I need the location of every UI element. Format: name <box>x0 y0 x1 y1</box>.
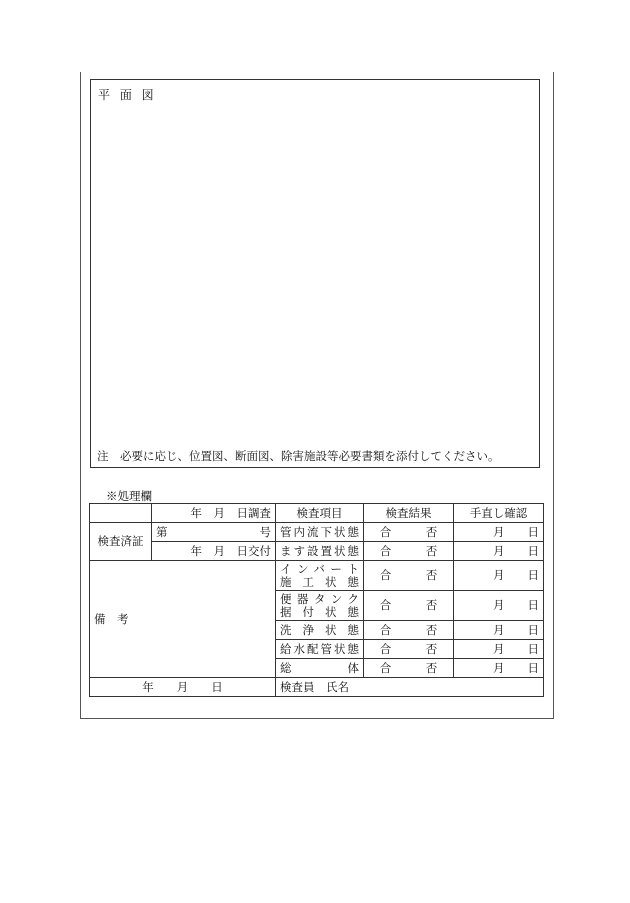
inspector-name-cell[interactable]: 検査員 氏名 <box>276 678 544 697</box>
issue-date-cell[interactable]: 年 月 日交付 <box>152 542 276 561</box>
result-cell[interactable]: 合 否 <box>364 591 454 621</box>
result-cell[interactable]: 合 否 <box>364 561 454 591</box>
result-cell[interactable]: 合 否 <box>364 523 454 542</box>
fix-date-cell[interactable]: 月 日 <box>454 542 544 561</box>
header-fix: 手直し確認 <box>454 504 544 523</box>
item-label: 給水配管状態 <box>276 640 364 659</box>
plan-note: 注 必要に応じ、位置図、断面図、除害施設等必要書類を添付してください。 <box>97 449 500 463</box>
item-label: インバート 施工状態 <box>276 561 364 591</box>
result-cell[interactable]: 合 否 <box>364 542 454 561</box>
header-item: 検査項目 <box>276 504 364 523</box>
fix-date-cell[interactable]: 月 日 <box>454 523 544 542</box>
remarks-label: 備 考 <box>94 611 129 626</box>
processing-table <box>89 503 544 697</box>
fix-date-cell[interactable]: 月 日 <box>454 640 544 659</box>
item-label: 管内流下状態 <box>276 523 364 542</box>
certificate-number-cell[interactable]: 第 号 <box>152 523 276 542</box>
result-cell[interactable]: 合 否 <box>364 640 454 659</box>
item-label: 便器タンク 据付状態 <box>276 591 364 621</box>
fix-date-cell[interactable]: 月 日 <box>454 591 544 621</box>
inspected-label: 検査済証 <box>90 523 152 561</box>
processing-title: ※処理欄 <box>106 489 152 503</box>
result-cell[interactable]: 合 否 <box>364 621 454 640</box>
survey-date-cell[interactable]: 年 月 日調査 <box>152 504 276 523</box>
item-label: 洗浄状態 <box>276 621 364 640</box>
fix-date-cell[interactable]: 月 日 <box>454 621 544 640</box>
plan-drawing-box[interactable] <box>90 79 540 468</box>
fix-date-cell[interactable]: 月 日 <box>454 561 544 591</box>
item-label: 総 体 <box>276 659 364 678</box>
remarks-cell[interactable] <box>90 561 276 678</box>
footer-date-cell[interactable]: 年 月 日 <box>90 678 276 697</box>
result-cell[interactable]: 合 否 <box>364 659 454 678</box>
header-result: 検査結果 <box>364 504 454 523</box>
blank-cell <box>90 504 152 523</box>
plan-title: 平 面 図 <box>98 88 157 102</box>
fix-date-cell[interactable]: 月 日 <box>454 659 544 678</box>
item-label: ます設置状態 <box>276 542 364 561</box>
